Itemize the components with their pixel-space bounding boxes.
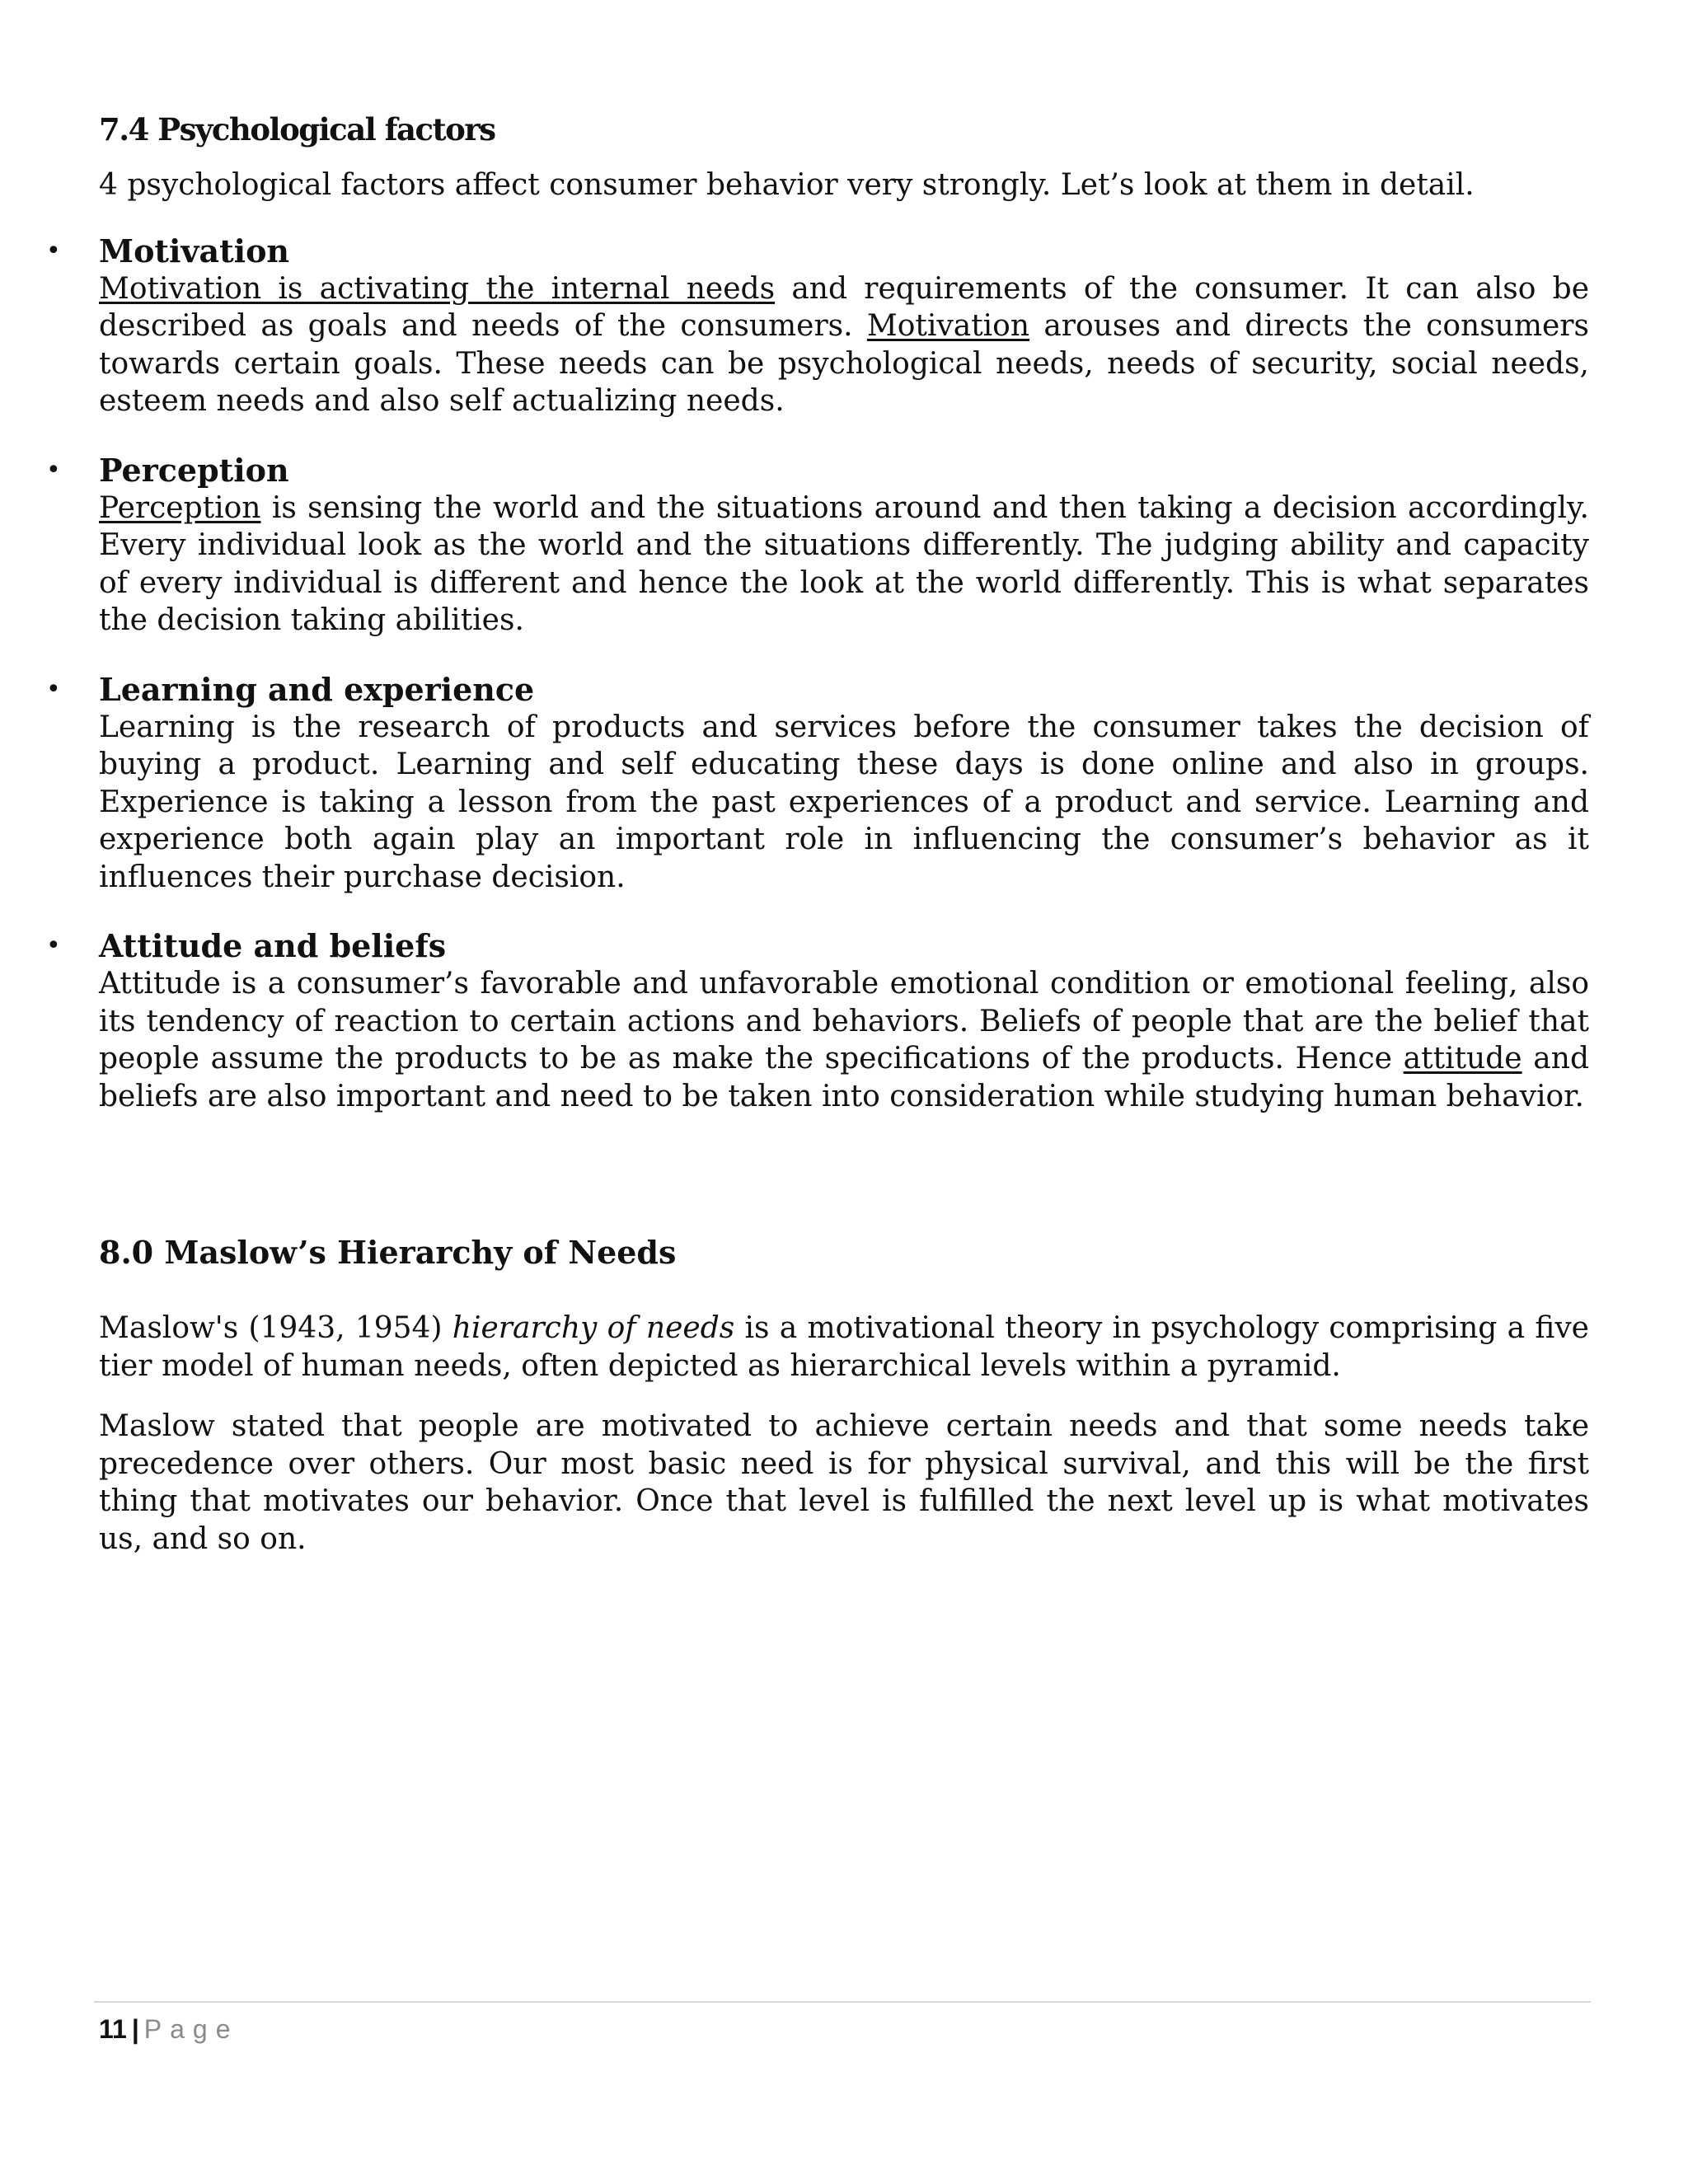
- section-title: 7.4 Psychological factors: [99, 111, 495, 148]
- factor-body: [99, 490, 1589, 640]
- perception-link[interactable]: Perception: [99, 490, 261, 525]
- factor-text: is sensing the world and the situations around and then taking a decision accordingly. Every individual look as the world and the situations differently. The judging ability and capacity of every individual is different and hence the look at the world differently. This is what separates the decision taking abilities.: [99, 490, 1589, 637]
- factor-list: [46, 232, 1590, 1116]
- paragraph-text: Maslow's (1943, 1954): [99, 1311, 452, 1345]
- footer-separator: |: [131, 2014, 139, 2044]
- factor-text: and requirements of the consumer. It can also be described as goals and needs of the consumers.: [99, 271, 1590, 343]
- factor-title: Attitude and beliefs: [99, 927, 447, 964]
- factor-text: and beliefs are also important and need to be taken into consideration while studying human behavior.: [99, 1042, 1589, 1113]
- footer-divider: [94, 2001, 1591, 2003]
- factor-body: [99, 270, 1589, 420]
- page-number: 11: [99, 2014, 127, 2044]
- factor-title: Learning and experience: [99, 670, 535, 708]
- factor-body: [99, 965, 1589, 1115]
- factor-title: Motivation: [99, 232, 290, 269]
- list-item-learning: [46, 670, 1589, 897]
- page-content: [46, 109, 1590, 1581]
- bullet-icon: •: [46, 236, 61, 265]
- page-label: Page: [143, 2014, 239, 2044]
- list-item-attitude: [46, 927, 1589, 1115]
- section-intro: 4 psychological factors affect consumer behavior very strongly. Let’s look at them in detail.: [99, 168, 1475, 202]
- factor-title: Perception: [99, 451, 289, 489]
- factor-body: Learning is the research of products and services before the consumer takes the decision of buying a product. Learning and self educating these days is done online and also in groups. Experience is taking a lesson from the past experiences of a product and service. Learning and experience both again play an important role in influencing the consumer’s behavior as it influences their purchase decision.: [99, 710, 1589, 894]
- maslow-paragraph-2: Maslow stated that people are motivated to achieve certain needs and that some needs take precedence over others. Our most basic need is for physical survival, and this will be the first thing that motivates our behavior. Once that level is fulfilled the next level up is what motivates us, and so on.: [99, 1409, 1589, 1556]
- factor-text: arouses and directs the consumers towards certain goals. These needs can be psychological needs, needs of security, social needs, esteem needs and also self actualizing needs.: [99, 309, 1589, 418]
- factor-text: Attitude is a consumer’s favorable and unfavorable emotional condition or emotional feeling, also its tendency of reaction to certain actions and behaviors. Beliefs of people that are the belief that people assume the products to be as make the specifications of the products. Hence: [99, 967, 1589, 1076]
- bullet-icon: •: [46, 455, 61, 485]
- list-item-perception: [46, 451, 1589, 640]
- bullet-icon: •: [46, 931, 61, 960]
- motivation-link[interactable]: Motivation is activating the internal needs: [99, 271, 776, 306]
- maslow-heading: 8.0 Maslow’s Hierarchy of Needs: [99, 1234, 677, 1271]
- emphasis-text: hierarchy of needs: [452, 1311, 735, 1345]
- page-footer: [99, 2011, 239, 2047]
- paragraph-text: is a motivational theory in psychology comprising a five tier model of human needs, often depicted as hierarchical levels within a pyramid.: [99, 1311, 1589, 1383]
- motivation-link-2[interactable]: Motivation: [866, 309, 1030, 343]
- attitude-link[interactable]: attitude: [1403, 1042, 1522, 1076]
- bullet-icon: •: [46, 674, 61, 704]
- list-item-motivation: [46, 232, 1590, 420]
- maslow-paragraph-1: [99, 1310, 1589, 1385]
